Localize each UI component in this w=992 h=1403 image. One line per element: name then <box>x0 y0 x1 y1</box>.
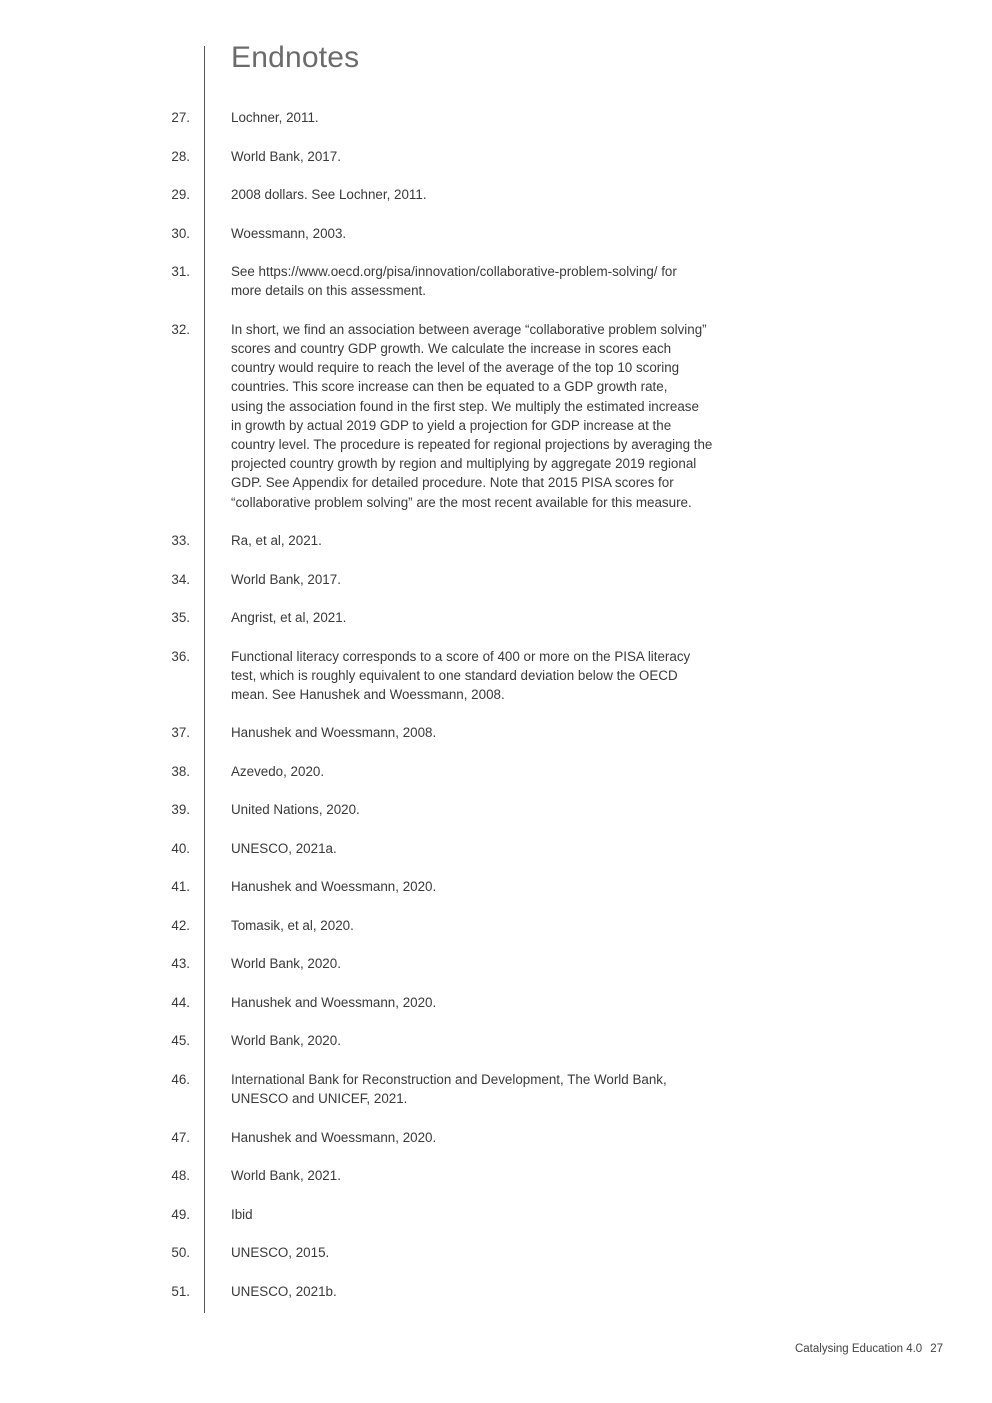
page-title: Endnotes <box>231 41 360 74</box>
endnote-item <box>0 531 992 550</box>
endnote-text: UNESCO, 2021b. <box>231 1283 337 1299</box>
endnote-item <box>0 262 992 300</box>
endnote-number: 38. <box>171 763 190 779</box>
endnote-text: Functional literacy corresponds to a score of 400 or more on the PISA literacy test, which is roughly equivalent to one standard deviation below the OECD mean. See Hanushek and Woessmann, 2008. <box>231 648 691 702</box>
endnote-number: 27. <box>171 110 190 125</box>
endnote-item <box>0 608 992 627</box>
endnote-item <box>0 224 992 243</box>
endnote-item <box>0 1282 992 1301</box>
endnote-item <box>0 1243 992 1262</box>
endnote-text: UNESCO, 2021a. <box>231 840 337 856</box>
endnote-text: Tomasik, et al, 2020. <box>231 917 354 933</box>
endnote-text: Ibid <box>231 1206 253 1222</box>
endnote-item <box>0 647 992 705</box>
endnote-item <box>0 723 992 742</box>
endnote-text: Hanushek and Woessmann, 2020. <box>231 994 437 1010</box>
endnote-text: World Bank, 2017. <box>231 571 341 587</box>
endnote-text: 2008 dollars. See Lochner, 2011. <box>231 187 427 202</box>
endnote-number: 35. <box>171 610 190 626</box>
endnotes-list <box>0 108 992 1320</box>
endnote-text: Azevedo, 2020. <box>231 763 325 779</box>
endnote-item <box>0 839 992 858</box>
endnote-number: 33. <box>171 533 190 549</box>
endnote-number: 43. <box>171 956 190 972</box>
endnote-item <box>0 877 992 896</box>
endnote-item <box>0 993 992 1012</box>
endnote-number: 31. <box>171 264 190 279</box>
endnote-item <box>0 1205 992 1224</box>
endnote-text: Hanushek and Woessmann, 2020. <box>231 1129 437 1145</box>
endnote-item <box>0 916 992 935</box>
endnote-number: 45. <box>171 1033 190 1049</box>
endnote-item <box>0 185 992 204</box>
endnote-item <box>0 320 992 512</box>
endnote-text: World Bank, 2021. <box>231 1168 341 1184</box>
endnote-number: 34. <box>171 571 190 587</box>
endnote-number: 48. <box>171 1168 190 1184</box>
endnote-number: 36. <box>171 648 190 664</box>
endnote-item <box>0 1128 992 1147</box>
endnote-item <box>0 762 992 781</box>
endnote-number: 51. <box>171 1283 190 1299</box>
endnote-number: 28. <box>171 148 190 164</box>
endnote-text: Ra, et al, 2021. <box>231 533 322 549</box>
endnote-number: 41. <box>171 879 190 895</box>
endnote-number: 37. <box>171 725 190 741</box>
endnote-number: 30. <box>171 225 190 241</box>
endnote-text: World Bank, 2017. <box>231 148 341 164</box>
endnote-number: 42. <box>171 917 190 933</box>
endnote-text: Angrist, et al, 2021. <box>231 610 347 626</box>
endnote-number: 32. <box>171 321 190 337</box>
endnote-text: Lochner, 2011. <box>231 110 319 125</box>
endnote-number: 49. <box>171 1206 190 1222</box>
endnote-item <box>0 1166 992 1185</box>
endnote-text: In short, we find an association between average “collaborative problem solving” scores and country GDP growth. We calculate the increase in scores each country would require to reach the level of the average of the top 10 scoring countries. This score increase can then be equated to a GDP growth rate, using the association found in the first step. We multiply the estimated increase in growth by actual 2019 GDP to yield a projection for GDP increase at the country level. The procedure is repeated for regional projections by averaging the projected country growth by region and multiplying by aggregate 2019 regional GDP. See Appendix for detailed procedure. Note that 2015 PISA scores for “collaborative problem solving” are the most recent available for this measure. <box>231 321 713 510</box>
publication-title: Catalysing Education 4.0 <box>794 1343 923 1355</box>
endnote-text: World Bank, 2020. <box>231 956 341 972</box>
endnote-text: See https://www.oecd.org/pisa/innovation/collaborative-problem-solving/ for more details on this assessment. <box>231 264 677 299</box>
endnote-item <box>0 570 992 589</box>
endnote-number: 44. <box>171 994 190 1010</box>
endnote-text: United Nations, 2020. <box>231 802 360 818</box>
endnote-item <box>0 108 992 127</box>
endnote-number: 29. <box>171 187 190 202</box>
endnote-item <box>0 1031 992 1050</box>
endnote-number: 40. <box>171 840 190 856</box>
endnote-item <box>0 954 992 973</box>
endnote-item <box>0 1070 992 1108</box>
endnote-item <box>0 800 992 819</box>
endnote-number: 47. <box>171 1129 190 1145</box>
endnote-text: Woessmann, 2003. <box>231 225 347 241</box>
endnote-text: Hanushek and Woessmann, 2008. <box>231 725 437 741</box>
endnote-text: Hanushek and Woessmann, 2020. <box>231 879 437 895</box>
endnote-text: UNESCO, 2015. <box>231 1245 330 1261</box>
endnote-number: 39. <box>171 802 190 818</box>
endnote-item <box>0 147 992 166</box>
page-footer <box>795 1343 943 1355</box>
endnote-text: World Bank, 2020. <box>231 1033 341 1049</box>
endnote-number: 46. <box>171 1071 190 1087</box>
endnote-number: 50. <box>171 1245 190 1261</box>
page-number: 27 <box>930 1343 943 1355</box>
endnote-text: International Bank for Reconstruction and Development, The World Bank, UNESCO and UNICEF, 2021. <box>231 1071 667 1107</box>
